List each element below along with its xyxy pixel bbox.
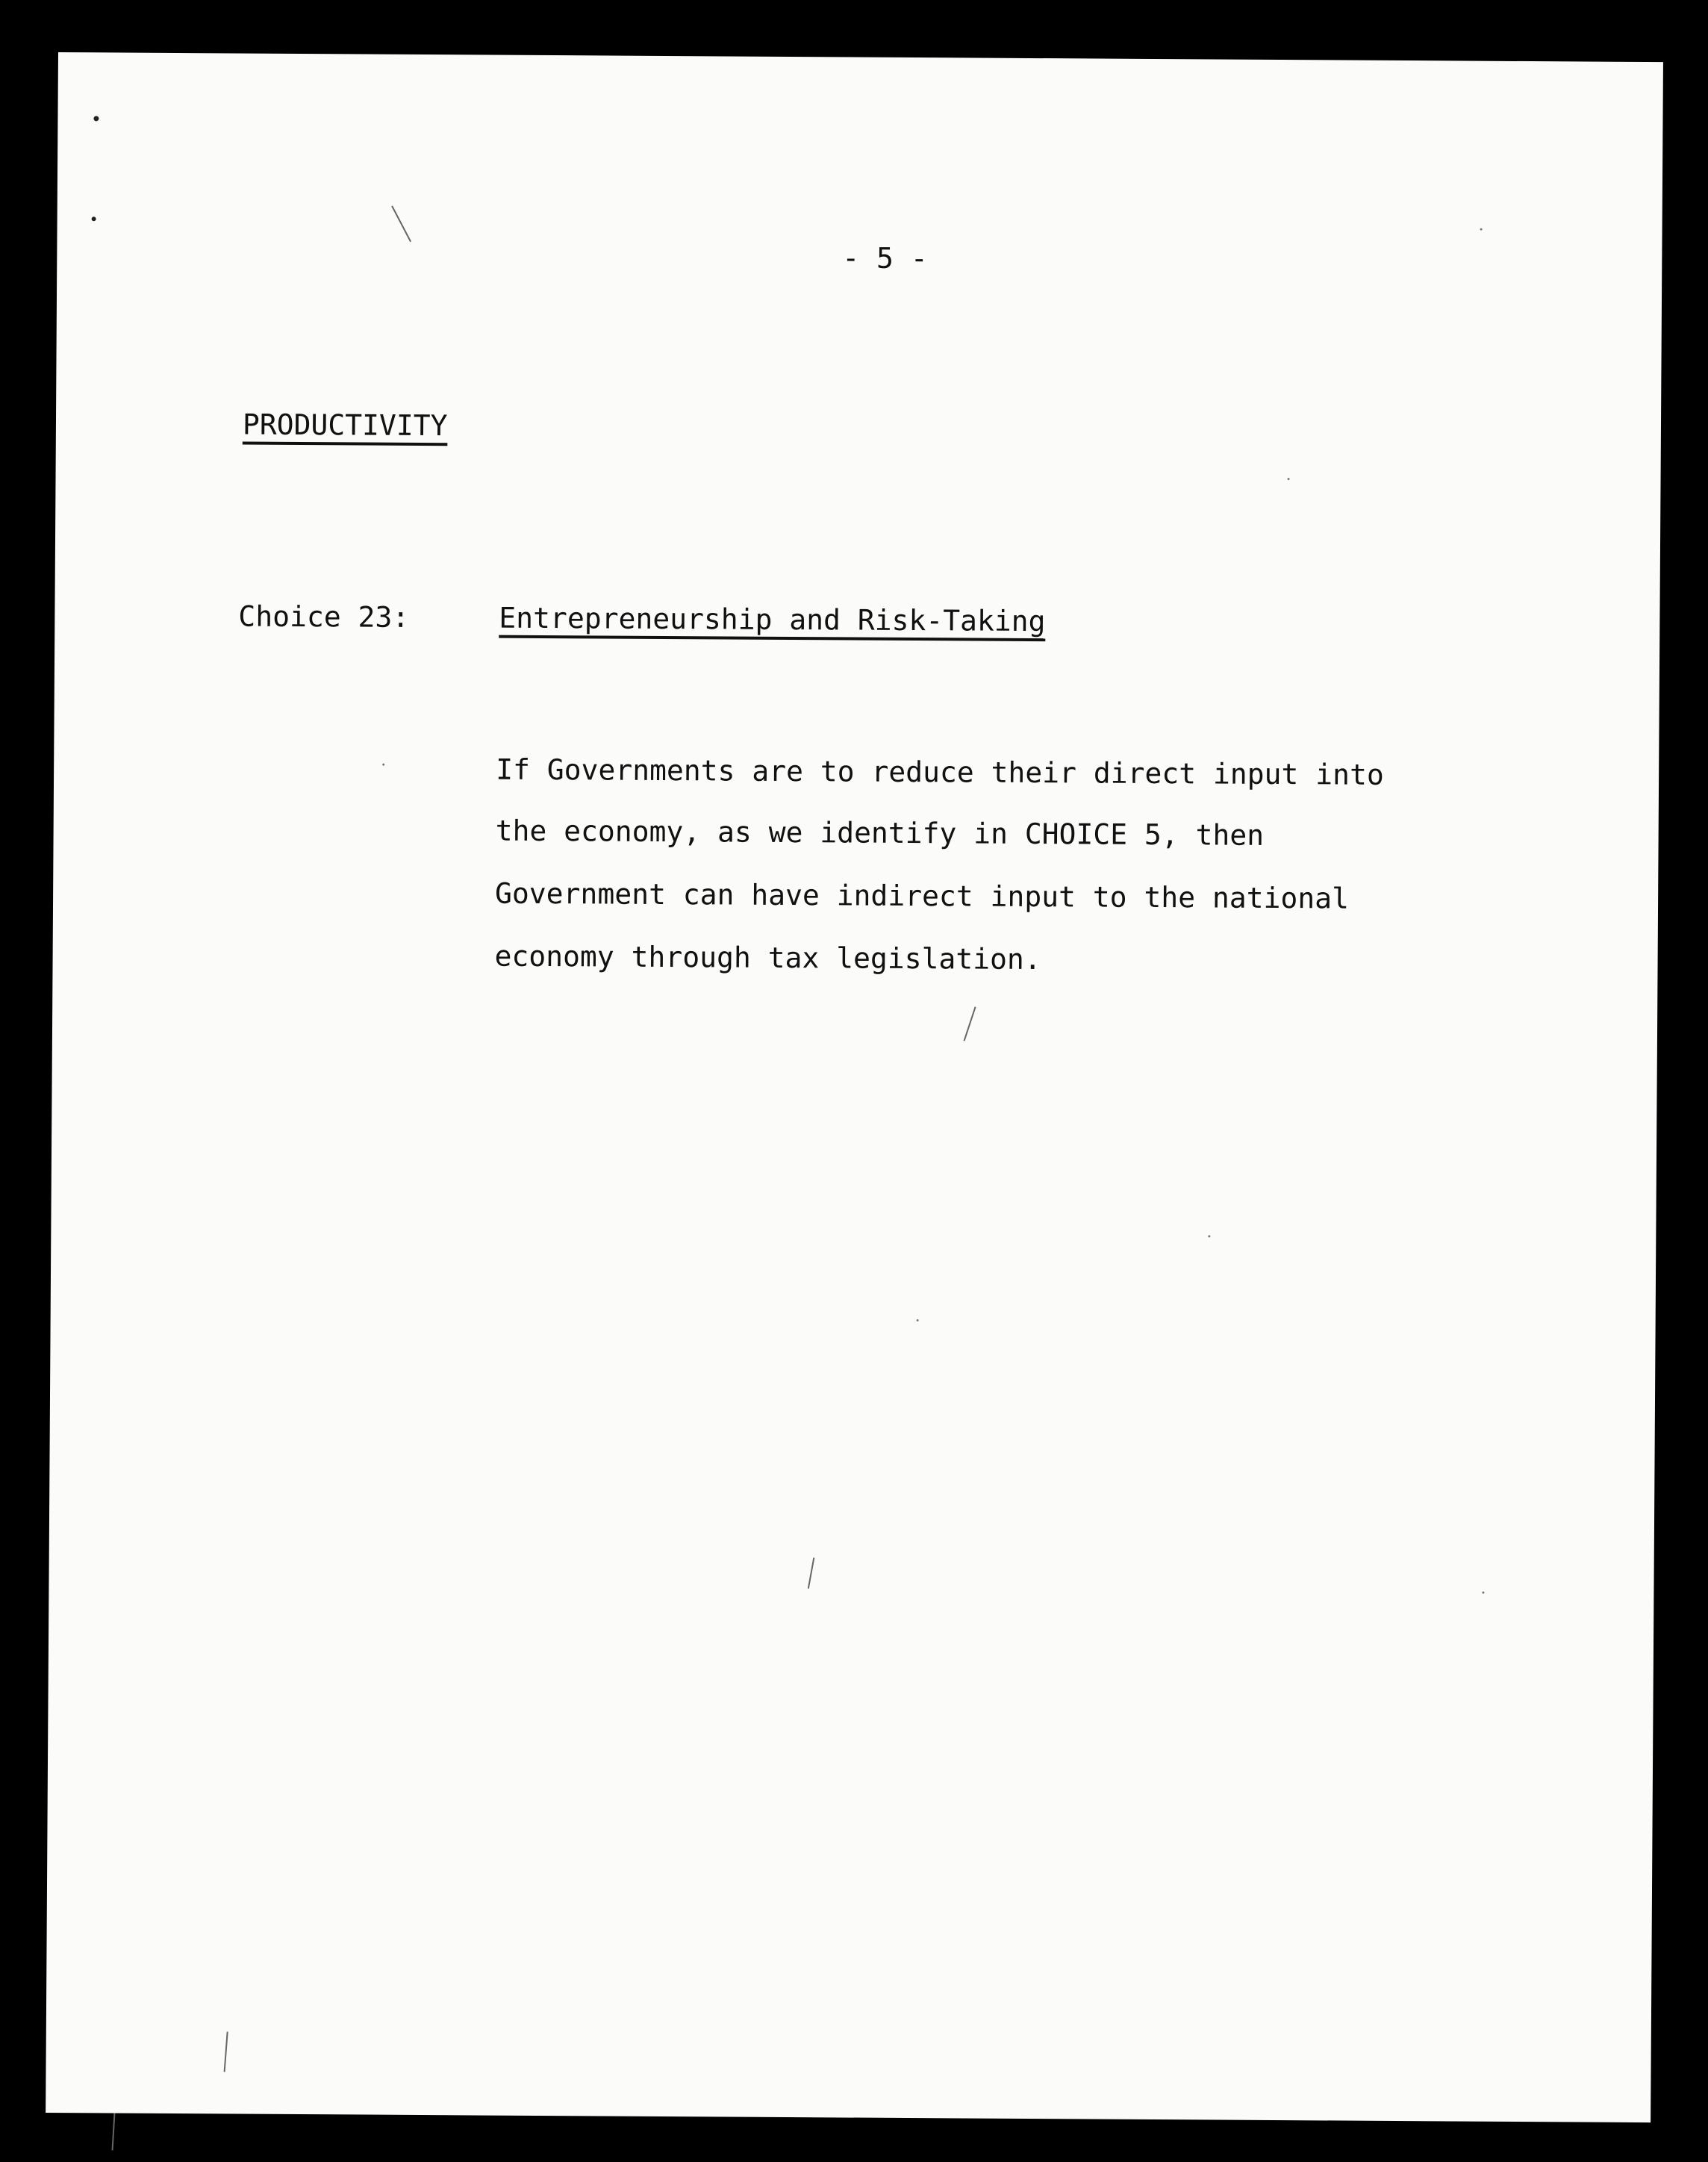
scan-speck: [382, 764, 384, 766]
body-line: If Governments are to reduce their direct input into: [496, 753, 1384, 791]
paper-sheet: [46, 52, 1663, 2122]
scan-speck: [93, 116, 99, 121]
scan-stroke: [964, 1006, 976, 1041]
body-line: the economy, as we identify in CHOICE 5, then: [495, 814, 1265, 852]
scan-speck: [917, 1319, 919, 1321]
scan-speck: [1480, 228, 1483, 231]
scan-stroke: [808, 1557, 815, 1589]
scan-speck: [1208, 1235, 1210, 1237]
scan-stroke: [112, 2113, 116, 2150]
scan-speck: [1482, 1592, 1484, 1594]
scan-speck: [1288, 478, 1290, 480]
choice-label: Choice 23:: [238, 599, 410, 634]
body-line: economy through tax legislation.: [494, 939, 1041, 976]
page-number: - 5 -: [842, 241, 928, 275]
scan-stroke: [224, 2031, 228, 2072]
body-paragraph: [494, 727, 1541, 976]
section-heading: PRODUCTIVITY: [242, 408, 448, 443]
choice-title: Entrepreneurship and Risk-Taking: [499, 601, 1046, 638]
body-line: Government can have indirect input to the national: [494, 876, 1350, 915]
scan-speck: [92, 216, 96, 221]
scan-stroke: [391, 205, 411, 242]
